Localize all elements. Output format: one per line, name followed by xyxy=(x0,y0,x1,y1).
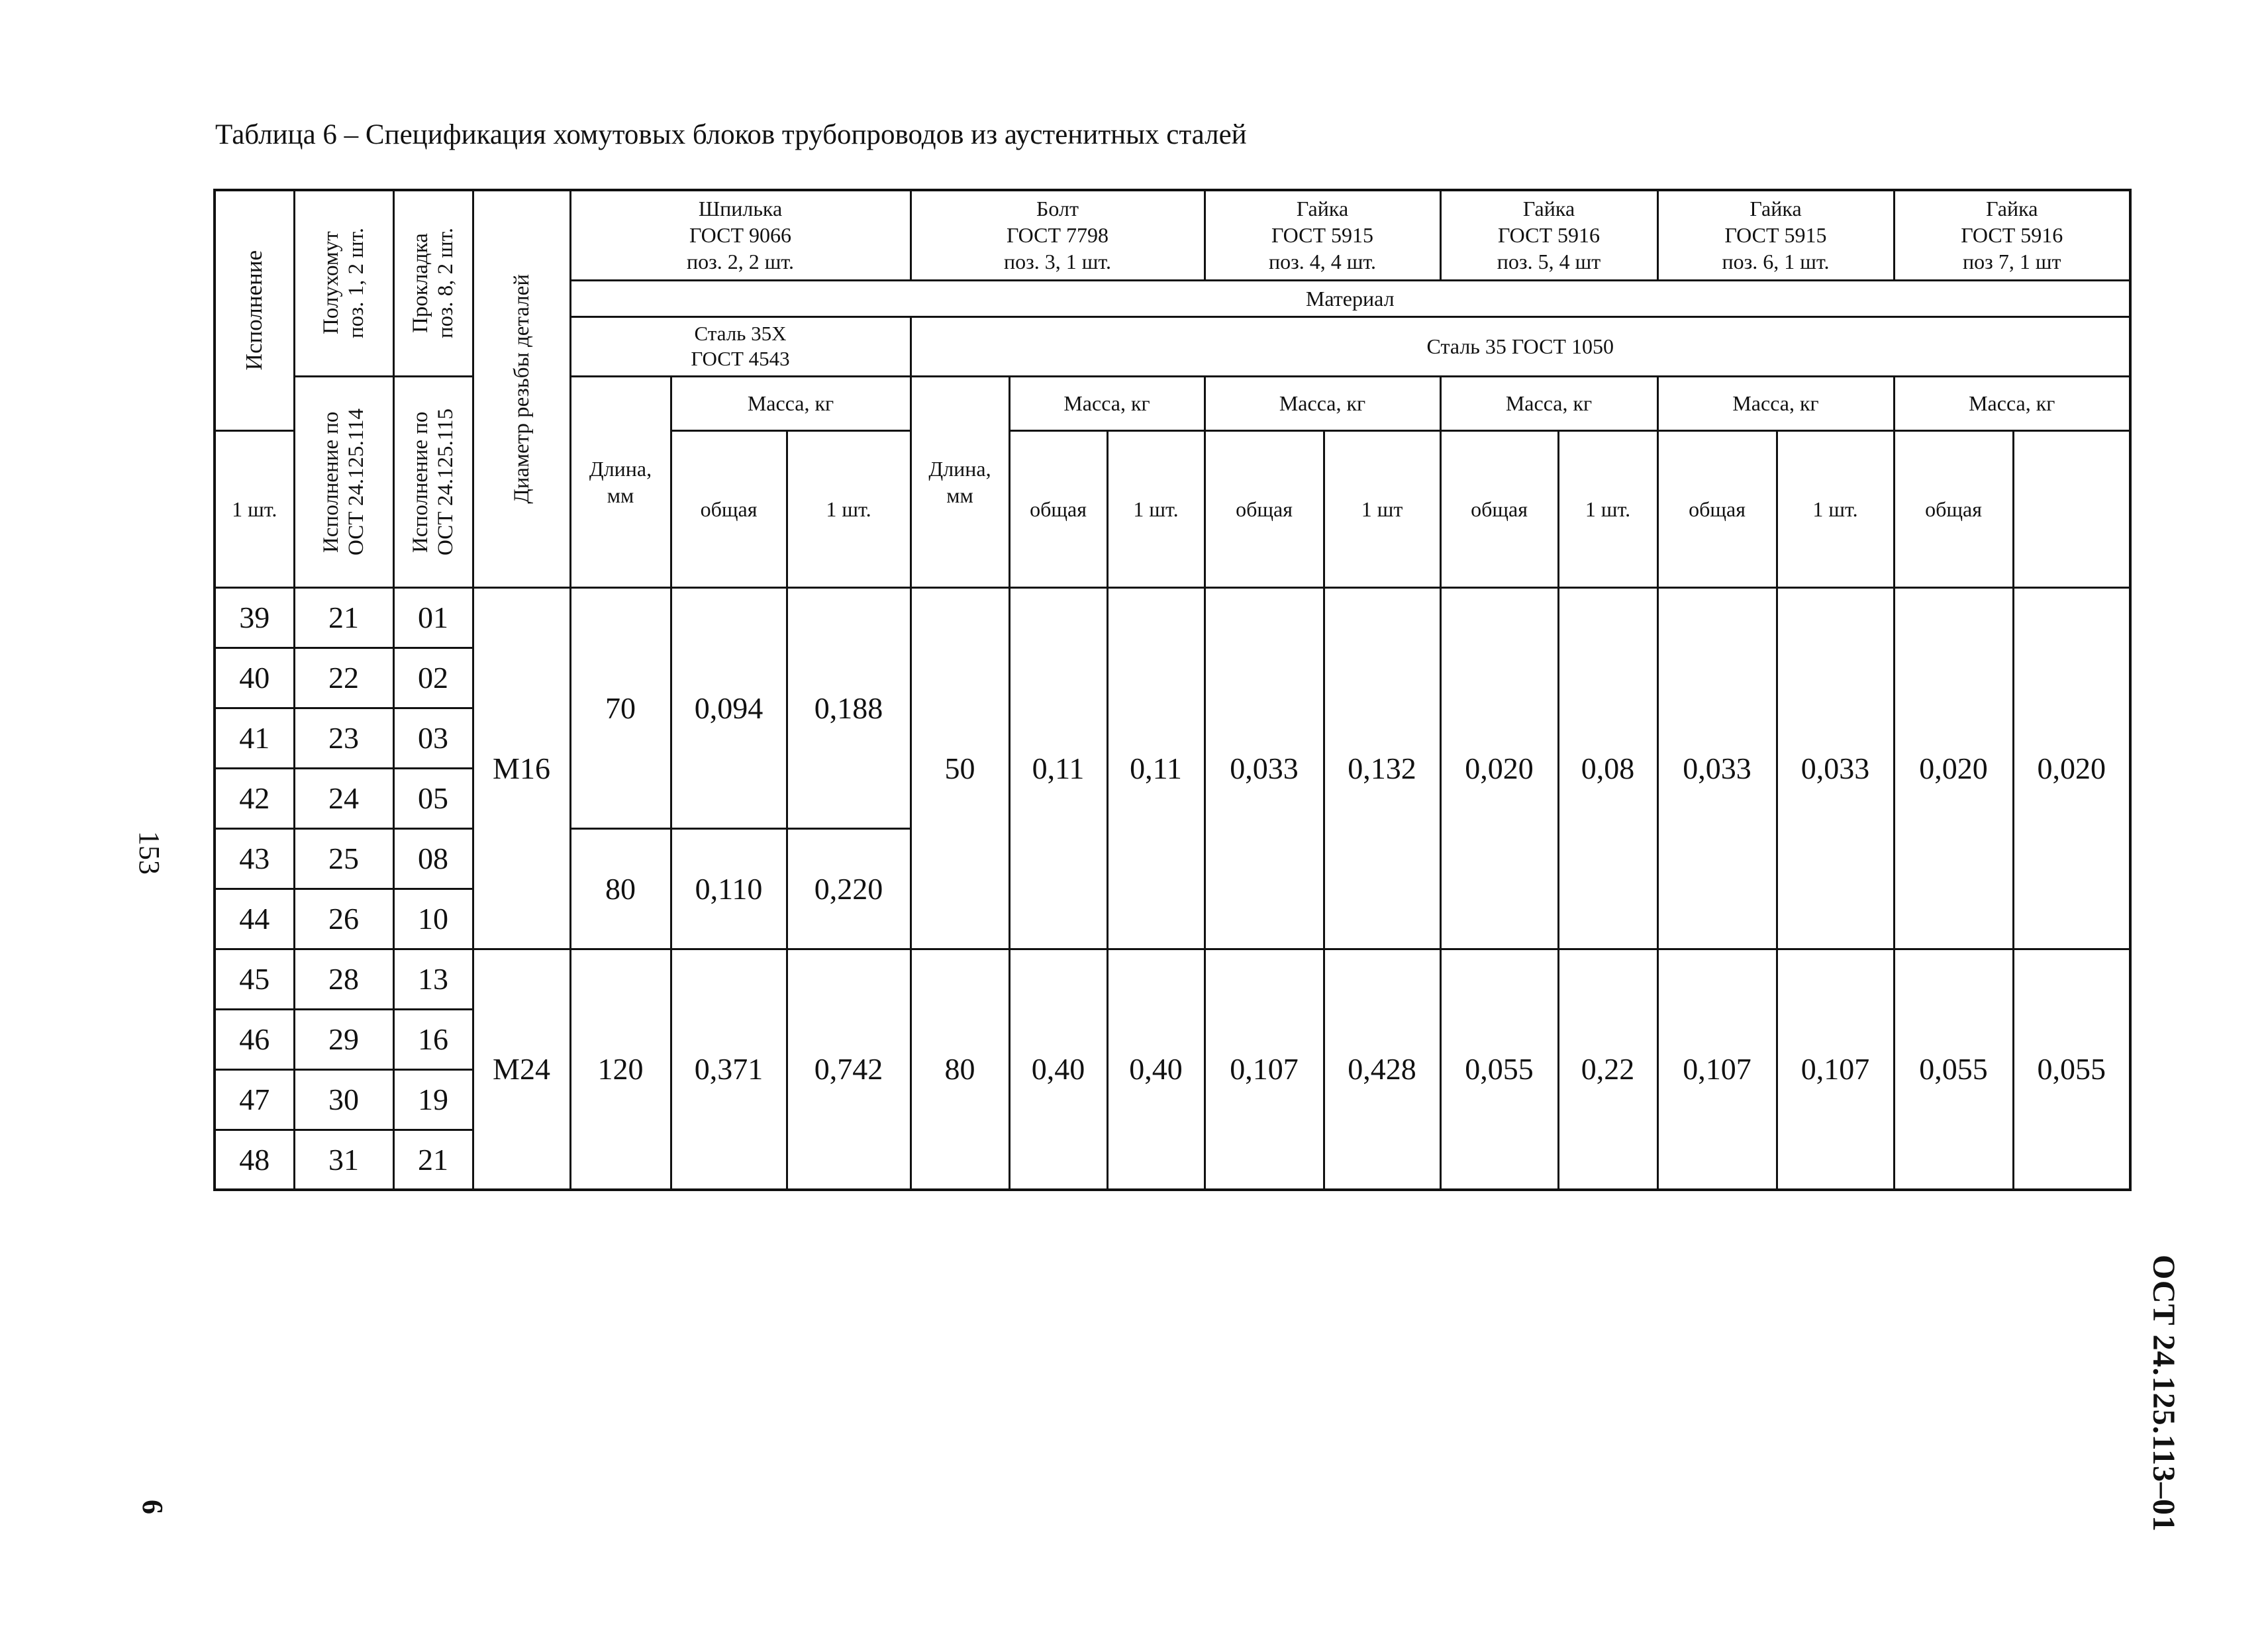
cell-diam-m16: M16 xyxy=(473,587,570,949)
header-shpilka: Шпилька ГОСТ 9066 поз. 2, 2 шт. xyxy=(570,190,911,280)
cell-p115: 13 xyxy=(393,949,473,1009)
cell-p115: 05 xyxy=(393,768,473,828)
header-dlina-shpilka: Длина, мм xyxy=(570,376,671,587)
cell-p114: 31 xyxy=(294,1130,393,1190)
header-shpilka-1sht: 1 шт. xyxy=(215,430,294,587)
header-ispolnenie: Исполнение xyxy=(215,190,294,430)
cell-isp: 48 xyxy=(215,1130,294,1190)
cell-isp: 47 xyxy=(215,1069,294,1130)
cell-bolt-len: 50 xyxy=(911,587,1009,949)
cell-p115: 01 xyxy=(393,587,473,648)
cell-isp: 46 xyxy=(215,1009,294,1069)
cell-p115: 02 xyxy=(393,648,473,708)
cell-g4-mt: 0,055 xyxy=(2013,949,2130,1190)
header-gaika-5916-poz7: Гайка ГОСТ 5916 поз 7, 1 шт xyxy=(1894,190,2130,280)
header-stal-35: Сталь 35 ГОСТ 1050 xyxy=(911,316,2130,376)
header-bolt-1sht: 1 шт. xyxy=(787,430,911,587)
cell-g3-m1: 0,033 xyxy=(1657,587,1777,949)
cell-p114: 23 xyxy=(294,708,393,768)
cell-g4-m1: 0,055 xyxy=(1894,949,2013,1190)
header-poluhomut-poz: поз. 1, 2 шт. xyxy=(344,228,368,339)
header-massa-gaika4: Масса, кг xyxy=(1894,376,2130,430)
cell-p114: 22 xyxy=(294,648,393,708)
sheet-number: 6 xyxy=(136,1500,169,1514)
header-gaika-5915-poz4: Гайка ГОСТ 5915 поз. 4, 4 шт. xyxy=(1205,190,1440,280)
cell-bolt-mt: 0,40 xyxy=(1107,949,1205,1190)
header-gaika4-1sht: 1 шт. xyxy=(1777,430,1894,587)
table-caption: Таблица 6 – Спецификация хомутовых блоков трубопроводов из аустенитных сталей xyxy=(215,119,1247,150)
cell-stud-mt: 0,220 xyxy=(787,828,911,949)
cell-stud-len: 80 xyxy=(570,828,671,949)
header-isp-115: Исполнение по ОСТ 24.125.115 xyxy=(393,376,473,587)
cell-diam-m24: M24 xyxy=(473,949,570,1190)
cell-isp: 43 xyxy=(215,828,294,889)
cell-g3-mt: 0,107 xyxy=(1777,949,1894,1190)
header-gaika2-1sht: 1 шт xyxy=(1324,430,1440,587)
cell-p115: 03 xyxy=(393,708,473,768)
table-row xyxy=(215,949,2130,1009)
header-gaika-5916-poz5: Гайка ГОСТ 5916 поз. 5, 4 шт xyxy=(1440,190,1657,280)
header-massa-shpilka: Масса, кг xyxy=(671,376,911,430)
cell-p115: 21 xyxy=(393,1130,473,1190)
cell-p115: 08 xyxy=(393,828,473,889)
header-diametr: Диаметр резьбы деталей xyxy=(473,190,570,587)
cell-g1-mt: 0,132 xyxy=(1324,587,1440,949)
cell-p114: 28 xyxy=(294,949,393,1009)
header-gaika-5915-poz6: Гайка ГОСТ 5915 поз. 6, 1 шт. xyxy=(1657,190,1894,280)
header-gaika2-obshaya: общая xyxy=(1440,430,1558,587)
cell-stud-len: 70 xyxy=(570,587,671,828)
cell-g2-m1: 0,020 xyxy=(1440,587,1558,949)
cell-g1-m1: 0,033 xyxy=(1205,587,1324,949)
cell-isp: 42 xyxy=(215,768,294,828)
cell-g3-mt: 0,033 xyxy=(1777,587,1894,949)
header-bolt-obshaya: общая xyxy=(1009,430,1107,587)
cell-isp: 41 xyxy=(215,708,294,768)
cell-g4-m1: 0,020 xyxy=(1894,587,2013,949)
cell-stud-m1: 0,094 xyxy=(671,587,787,828)
header-massa-gaika2: Масса, кг xyxy=(1440,376,1657,430)
document-code: ОСТ 24.125.113–01 xyxy=(2146,1255,2181,1532)
cell-stud-m1: 0,371 xyxy=(671,949,787,1190)
header-material: Материал xyxy=(570,280,2130,316)
header-gaika3-obshaya: общая xyxy=(1657,430,1777,587)
cell-isp: 44 xyxy=(215,889,294,949)
cell-p114: 30 xyxy=(294,1069,393,1130)
cell-g2-m1: 0,055 xyxy=(1440,949,1558,1190)
header-massa-gaika3: Масса, кг xyxy=(1657,376,1894,430)
cell-g2-mt: 0,22 xyxy=(1558,949,1657,1190)
cell-p114: 29 xyxy=(294,1009,393,1069)
cell-bolt-m1: 0,11 xyxy=(1009,587,1107,949)
header-dlina-bolt: Длина, мм xyxy=(911,376,1009,587)
specification-table xyxy=(213,189,2132,1191)
header-prokladka-poz: поз. 8, 2 шт. xyxy=(434,228,458,339)
cell-g2-mt: 0,08 xyxy=(1558,587,1657,949)
header-massa-gaika1: Масса, кг xyxy=(1205,376,1440,430)
header-gaika3-1sht: 1 шт. xyxy=(1558,430,1657,587)
cell-bolt-len: 80 xyxy=(911,949,1009,1190)
header-gaika1-1sht: 1 шт. xyxy=(1107,430,1205,587)
cell-isp: 45 xyxy=(215,949,294,1009)
cell-stud-mt: 0,188 xyxy=(787,587,911,828)
cell-isp: 39 xyxy=(215,587,294,648)
header-gaika1-obshaya: общая xyxy=(1205,430,1324,587)
header-shpilka-obshaya: общая xyxy=(671,430,787,587)
cell-isp: 40 xyxy=(215,648,294,708)
cell-g4-mt: 0,020 xyxy=(2013,587,2130,949)
page-number: 153 xyxy=(133,831,166,875)
cell-g1-mt: 0,428 xyxy=(1324,949,1440,1190)
header-prokladka: Прокладка поз. 8, 2 шт. xyxy=(393,190,473,376)
cell-p114: 25 xyxy=(294,828,393,889)
header-gaika4-obshaya: общая xyxy=(1894,430,2013,587)
table-row xyxy=(215,587,2130,648)
cell-p114: 21 xyxy=(294,587,393,648)
cell-stud-len: 120 xyxy=(570,949,671,1190)
cell-p115: 19 xyxy=(393,1069,473,1130)
cell-stud-mt: 0,742 xyxy=(787,949,911,1190)
cell-g1-m1: 0,107 xyxy=(1205,949,1324,1190)
cell-g3-m1: 0,107 xyxy=(1657,949,1777,1190)
header-stal-35x: Сталь 35Х ГОСТ 4543 xyxy=(570,316,911,376)
cell-stud-m1: 0,110 xyxy=(671,828,787,949)
cell-p115: 16 xyxy=(393,1009,473,1069)
cell-bolt-mt: 0,11 xyxy=(1107,587,1205,949)
header-isp-114: Исполнение по ОСТ 24.125.114 xyxy=(294,376,393,587)
header-bolt: Болт ГОСТ 7798 поз. 3, 1 шт. xyxy=(911,190,1205,280)
cell-p115: 10 xyxy=(393,889,473,949)
header-poluhomut: Полухомут поз. 1, 2 шт. xyxy=(294,190,393,376)
cell-p114: 26 xyxy=(294,889,393,949)
cell-p114: 24 xyxy=(294,768,393,828)
header-massa-bolt: Масса, кг xyxy=(1009,376,1205,430)
cell-bolt-m1: 0,40 xyxy=(1009,949,1107,1190)
